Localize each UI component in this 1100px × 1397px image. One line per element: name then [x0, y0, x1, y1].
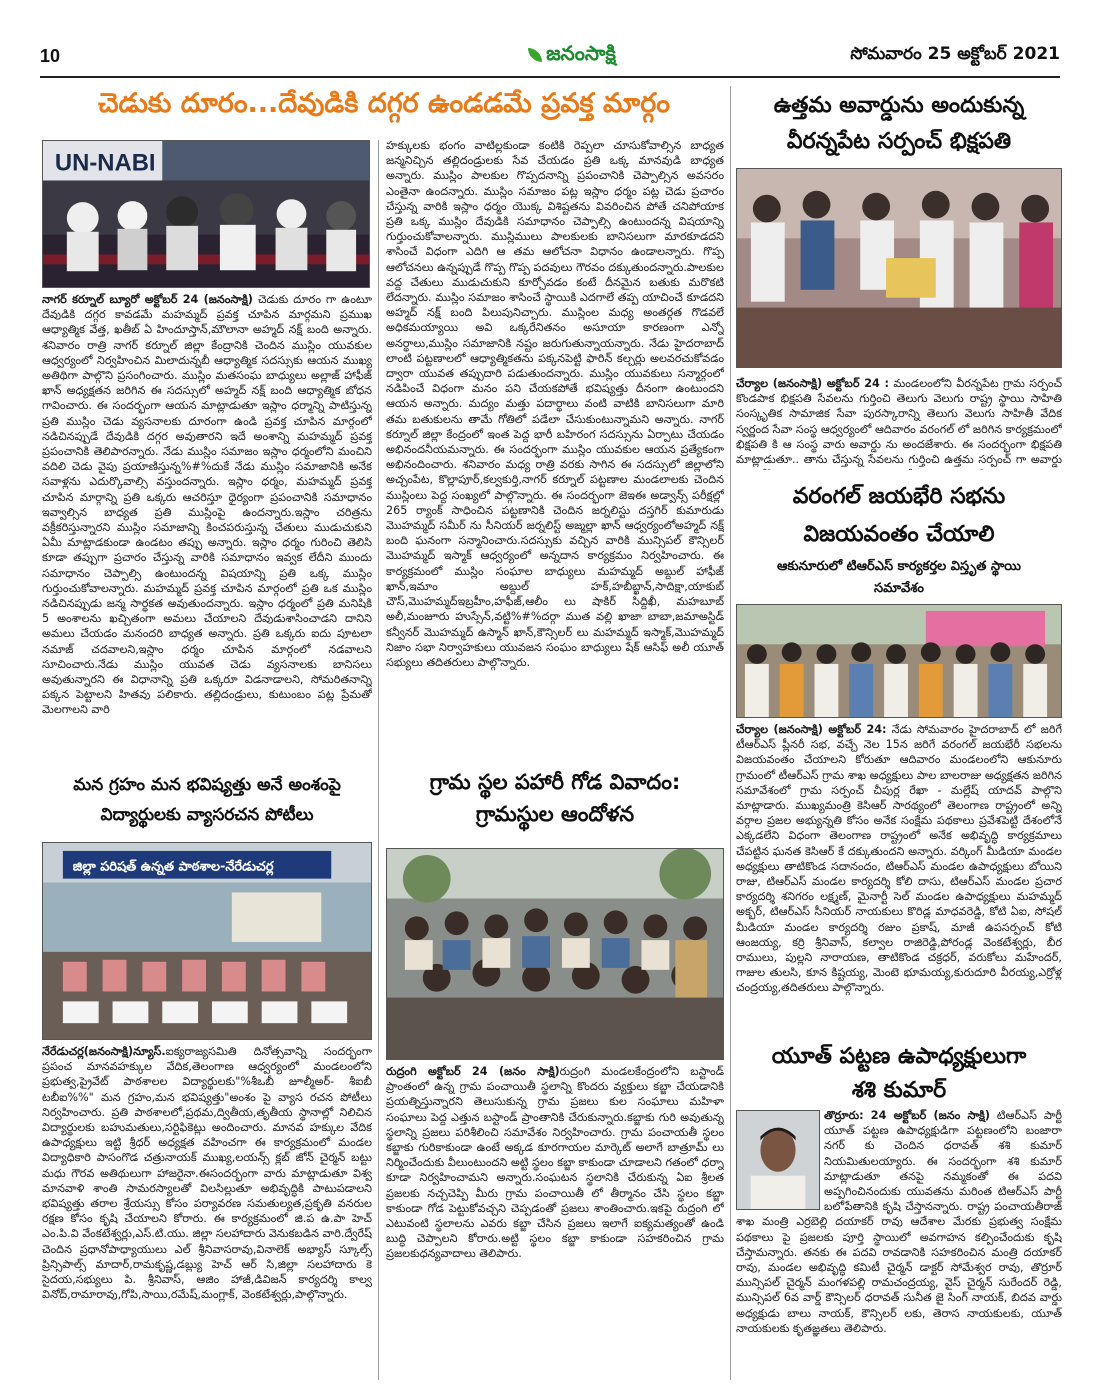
essay-students-photo-art [43, 843, 371, 1039]
warangal-subhead-line1: ఆకునూరులో టిఆర్ఎస్ కార్యకర్తల విస్తృత స్థాయి [777, 559, 1021, 574]
masthead [40, 40, 1060, 76]
column-divider [730, 86, 731, 1380]
essay-body-text: ఐక్యరాజ్యసమితి దినోత్సవాన్ని సందర్భంగా ప్రపంచ మానవహక్కుల వేదిక,తెలంగాణ ఆధ్వర్యంలో మండలంలోని ప్రభుత్వ,ప్రైవేట్ పాఠశాలల విద్యార్థులకు"%శీఒబీ జూల్మీఅర్- శీఐబీ టబీఐ%%" మన గ్రహం,మన భవిష్యత్తు"అంశం పై వ్యాస రచన పోటీలు నిర్వహించారు. ప్రతి పాఠశాలలో,ప్రథమ,ద్వితీయ,తృతీయ స్థానాల్లో నిలిచిన విద్యార్థులకు బహుమతులు,సర్టిఫికెట్లు అందించారు. మానవ హక్కుల వేదిక ఉపాధ్యక్షులు ఇట్టి శ్రీధర్ అధ్యక్షత వహించగా ఈ కార్యక్రమంలో మండల విద్యాధికారి పాసంగొడ చత్రునాయక్ ముఖ్య,లయన్స్ క్లబ్ జోన్ చైర్మన్ బట్టు మధు గౌరవ అతిథులుగా హాజరైనా.ఈసందర్భంగా వారు మాట్లాడుతూ విశ్వ మానవాళి శాంతి సామరస్యాలతో విలసిల్లుతూ అభివృద్ధికి పాటుపడాలని భవిష్యత్తు తరాల శ్రేయస్సు కోసం పర్యావరణ సమతుల్యత,ప్రకృతి వనరుల రక్షణ కోసం కృషి చేయాలని కోరారు. ఈ కార్యక్రమంలో జి.ప ఉ.పా హెచ్ ఎం.పి.వి వేంకటేశ్వర్లు,ఎస్.టి.యు. జిల్లా సలహాదారు వెనుకబడిన వారి.ద్వేరేష్ చెందిన ప్రధానోపాధ్యాయులు ఎల్ శ్రీనివాసరావు,వినాలెక్ అభ్యాస్ స్కూల్స్ ప్రిన్సిపాల్స్ మాదార్,రామకృష్ణ,డబ్ల్యు హెచ్ ఆర్ సి,జిల్లా సలహాదారు కె సైదయ,సభ్యులు పి. శ్రీనివాస్, ఆజిం హాజీ,డివిజన్ కార్యదర్శి కాల్వ వినోద్,రామారావు,గోపి,సాయి,రమేష్,మంగ్లాక్, వెంకటేశ్వర్లు,పాల్గొన్నారు. [42, 1045, 372, 1302]
prophet-body-text-1: చెడుకు దూరం గా ఉంటూ దేవుడికి దగ్గర కావడమే మహమ్మద్ ప్రవక్త చూపిన మార్గమని ప్రముఖ ఆధ్యాత్మిక వేత్త, ఖతీబ్ ఏ హిందూస్తాన్,మౌలానా అహ్మద్ నక్ష్ బంది అన్నారు. శనివారం రాత్రి నాగర్ కర్నూల్ జిల్లా కేంద్రానికి చెందిన ముస్లిం యువకుల ఆధ్వర్యంలో నిర్వహించిన మిలాదున్నబీ ఆధ్యాత్మిక సదస్సుకు ఆయన ముఖ్య అతిథిగా పాల్గొని ప్రసంగించారు. ముస్లిం మతసంఘ బాధ్యులు అల్లాజ్ హాఫీజ్ ఖాన్ అధ్యక్షతన జరిగిన ఈ సదస్సులో అహ్మద్ నక్ష్ బంది ఆధ్యాత్మిక బోధన గావించారు. ఈ సందర్భంగా ఆయన మాట్లాడుతూ ఇస్లాం ధర్మాన్ని పాటిస్తున్న ప్రతి ముస్లిం చెడు వ్యసనాలకు దూరంగా ఉండి ప్రవక్త చూపిన మార్గంలో నడిచినప్పుడే దేవుడికి దగ్గర అవుతారని ఇదే అంశాన్ని మహమ్మద్ ప్రవక్త ప్రపంచానికి తెలిపారన్నారు. నేడు ముస్లిం సమాజం ఇస్లాం ధర్మంలోని మంచిని వదిలి చెడు వైపు ప్రయాణిస్తున్న%#%దుకే నేడు ముస్లిం సమాజానికి అనేక సవాళ్లను ఎదుర్కొవాల్సి వస్తుందన్నారు. ఇస్లాం ధర్మం, మహమ్మద్ ప్రవక్త చూపిన మార్గాన్ని ప్రతి ఒక్కరు ఆచరిస్తూ ధైర్యంగా ప్రపంచానికి సమాధానం ఇవ్వాల్సిన బాధ్యత ప్రతి ముస్లింపై ఉందన్నారు.ఇస్లాం చరిత్రను వక్రీకరిస్తున్నారని ముస్లిం సమాజాన్ని కించపరుస్తున్న చేతులు ముడుచుకుని ఏమీ మాట్లాడకుండా ఉండటం తప్పు అన్నారు. ఇస్లాం ధర్మం గురించి తెలిసి కూడా తప్పుగా ప్రచారం చేస్తున్న వారికి సమాధానం ఇవ్వక లేదీని ముందు సమాధానం చెప్పాల్సి ఉంటుందన్న విషయాన్ని ప్రతి ఒక్క ముస్లిం గుర్తుంచుకోవాలన్నారు. మహమ్మద్ ప్రవక్త చూపిన మార్గంలో ప్రతి ఒక ముస్లిం నడిచినప్పుడు జన్మ సార్థకత అవుతుందన్నారు. ఇస్లాం ధర్మంలో ప్రతి మనిషికి 5 అంశాలను ఖచ్చితంగా అమలు చేయాలని దేవుడుశాసించాడని దానిని అమలు చేయడం మనందరి బాధ్యత అన్నారు. ప్రతి ఒక్కరు ఐదు పూటలా నమాజ్ చదవాలని,ఇస్లాం ధర్మం చూపిన మార్గంలో నడవాలని సూచించారు.నేడు ముస్లిం యువత చెడు వ్యసనాలకు బానిసలు అవుతున్నారని ఈ విధానాన్ని ప్రతి ఒక్కరూ విడనాడాలని, సోమరితనాన్ని పక్కన పెట్టాలని హితవు పలికారు. తల్లిదండ్రులు, కుటుంబం పట్ల ప్రేమతో మెలగాలని వారి [42, 293, 372, 717]
award-body-text: మండలంలోని వీరన్నపేట గ్రామ సర్పంచ్ కొండపాక భిక్షపతి సేవలను గుర్తించి తెలుగు వెలుగు రాష్ట్ర స్థాయి సాహితి సంస్కృతిక సామాజిక సేవా పురస్కారాన్ని తెలుగు వెలుగు సాహితీ వేదిక స్వర్ణంద సేవా సంస్థ ఆధ్వర్యంలో ఆదివారం వరంగల్ లో జరిగిన కార్యక్రమంలో భిక్షపతి కి ఆ సంస్థ వారు అవార్డు ను అందజేశారు. ఈ సందర్భంగా భిక్షపతి మాట్లాడుతూ.. తాను చేస్తున్న సేవలను గుర్తించి ఉత్తమ సర్పంచ్ గా అవార్డు [736, 377, 1062, 467]
hill-headline [386, 766, 724, 830]
youth-dateline: తొర్రూరు: 24 అక్టోబర్ (జనం సాక్షి) [824, 1109, 991, 1122]
award-headline-line2: వీరన్నపేట సర్పంచ్ భిక్షపతి [786, 129, 1012, 154]
essay-students-photo [42, 842, 372, 1040]
essay-body [42, 1044, 372, 1374]
award-body [736, 376, 1062, 470]
award-headline [736, 88, 1062, 160]
award-dateline: చేర్యాల (జనంసాక్షి) అక్టోబర్ 24 : [736, 377, 890, 390]
youth-body [736, 1108, 1062, 1378]
portrait-spacer [736, 1108, 824, 1212]
warangal-body [736, 722, 1062, 1038]
hill-headline-line2: గ్రామస్థుల ఆందోళన [475, 802, 635, 826]
essay-dateline: నేరేడుచర్ల(జనంసాక్షి)న్యూస్. [42, 1045, 166, 1058]
hill-body-text: రుద్రంగి మండలకేంద్రంలోని బస్టాండ్ ప్రాంతంలో ఉన్న గ్రామ పంచాయితీ స్థలాన్ని కొందరు వ్యక్తులు కబ్జా చేయడానికి ప్రయత్నిస్తున్నారని తెలుసుకున్న గ్రామ ప్రజలు కుల సంఘాలు మహిళా సంఘాలు పెద్ద ఎత్తున బస్టాండ్ ప్రాంతానికి చేరుకున్నారు.కబ్జాకు గురి అవుతున్న స్థలాన్ని ప్రజలు పరిశీలించి సమావేశం నిర్వహించారు. గ్రామ పంచాయతీ స్థలం కబ్జాకు గురికాకుండా ఉంటే అక్కడ కూరగాయల మార్కెట్ అలాగే బాత్రూమ్ లు నిర్మించేందుకు వీలుంటుందని అట్టి స్థలం కబ్జా కాకుండా చూడాలని గతంలో ధర్నా కూడా నిర్వహించామని అన్నారు.సంఘటన స్థలానికి చేరుకున్న ఏఐ శ్రీలత ప్రజలకు నచ్చచెప్పి మీరు గ్రామ పంచాయితీ లో తీర్మానం చేసి స్థలం కబ్జా కాకుండా గోడ పెట్టుకోవచ్చని చెప్పడంతో ప్రజలు శాంతించారు.ఇకపై రుద్రంగి లో ఎటువంటి స్థలాలను ఎవరు కబ్జా చేసిన ప్రజలు ఇలాగే ఐక్యమత్యంతో ఉండి బుద్ధి చెప్పాలని కోరారు.అట్టి స్థలం కబ్జా కాకుండా సహకరించిన గ్రామ ప్రజలకుధన్యవాదాలు తెలిపారు. [386, 1065, 724, 1261]
warangal-body-text: నేడు సోమవారం హైదరాబాద్ లో జరిగే టీఆర్ఎస్ ప్లీనరీ సభ, వచ్చే నెల 15న జరిగే వరంగల్ జయభేరీ సభలను విజయవంతం చేయాలని కోరుతూ ఆదివారం మండలంలోని ఆకునూరు గ్రామంలో టీఆర్ఎస్ గ్రామ శాఖ అధ్యక్షులు పాల బాలరాజు అధ్యక్షతన జరిగిన సమావేశంలో గ్రామ సర్పంచ్ చీపుర్ల రేఖా - మల్లేష్ యాదవ్ పాల్గొని మాట్లాడారు. ముఖ్యమంత్రి కెసిఆర్ సారథ్యంలో తెలంగాణ రాష్ట్రంలో అన్ని వర్గాల ప్రజల అభ్యున్నతి కోసం అనేక సంక్షేమ పథకాలు ప్రవేశపెట్టి దేశంలోనే ఎక్కడలేని విధంగా తెలంగాణ రాష్ట్రంలో అనేక అభివృద్ధి కార్యక్రమాలు చేపట్టిన ఘనత కెసిఆర్ కే దక్కుతుందని అన్నారు. వర్కింగ్ మీడియా మండల అధ్యక్షులు తాటికొండ సదానందం, టిఆర్ఎస్ మండల ఉపాధ్యక్షులు బోయిని రాజు, టిఆర్ఎస్ మండల కార్యదర్శి కోలి దాసు, టిఆర్ఎస్ మండల ప్రచార కార్యదర్శి శనిగరం లక్ష్మణ్, మైనార్టీ సెల్ మండల ఉపాధ్యక్షులు మహమ్మద్ అక్బర్, టిఆర్ఎస్ సీనియర్ నాయకులు కొరిడ్ల మాధవరెడ్డి, కోటి ఏఐ, సోషల్ మీడియా మండల కార్యదర్శి రజుం ప్రకాష్, మాజీ ఉపసర్పంచ్ కోటి ఆంజయ్య, కర్రి శ్రీనివాస్, కల్వాల రాజిరెడ్డి,పోరండ్ల వెంకటేశ్వర్లు, బీర రాములు, పుల్లని నారాయణ, తాటికొండ చక్రధర్, వరుకోలు మహేందర్, గాజుల తులసి, కూన కిష్టయ్య, మెంటె భూమయ్య,కురుదూరి వీరయ్య,ఎర్రోళ్ల చంద్రయ్య,తదితరులు పాల్గొన్నారు. [736, 723, 1062, 995]
youth-headline-line2: శశి కుమార్ [851, 1078, 947, 1103]
villagers-protest-photo [386, 848, 724, 1060]
stage-banner-text: UN-NABI [54, 149, 156, 177]
warangal-meeting-photo-art [737, 605, 1061, 717]
essay-headline [42, 770, 372, 830]
warangal-headline-line2: విజయవంతం చేయాలి [803, 522, 995, 547]
warangal-subhead-line2: సమావేశం [873, 581, 925, 596]
prophet-event-photo [42, 140, 370, 288]
prophet-body-col2 [386, 138, 724, 760]
prophet-headline: చెడుకు దూరం...దేవుడికి దగ్గర ఉండడమే ప్రవక్త మార్గం [98, 88, 670, 119]
award-ceremony-photo [736, 168, 1062, 368]
prophet-body-text-2: హక్కులకు భంగం వాటిల్లకుండా కంటికి రెప్పలా చూసుకోవాల్సిన బాధ్యత జన్మనిచ్చిన తల్లిదండ్రులకు సేవ చేయడం ప్రతి ఒక్క మానవుడి బాధ్యత అన్నారు. ముస్లిం పాలకుల గొప్పదనాన్ని ప్రపంచానికి చెప్పాల్సిన అవసరం ఎంతైనా ఉందన్నారు. ముస్లిం సమాజం పట్ల ఇస్లాం ధర్మం పట్ల చెడు ప్రచారం చేస్తున్న వారికి ఇస్లాం ధర్మం యొక్క విశిష్టతను వివరించిన పోతే చనిపోయాక ప్రతి ఒక్క ముస్లిం దేవుడికి సమాధానం చెప్పాల్సి ఉంటుందన్న విషయాన్ని గుర్తుంచుకోవాలన్నారు. ముస్లిములు పాలకులకు బానిసలుగా మారకూడదని శాసించే విధంగా ఎదిగి ఆ తమ ఆలోచనా విధానం ఉండాలన్నారు. గొప్ప ఆలోచనలు ఉన్నప్పుడే గొప్ప గొప్ప పదవులు గౌరవం దక్కుతుందన్నారు.పాలకుల వద్ద చేతులు ముడుచుకుని కూర్చోవడం కంటే దీనమైన బతుకు మరొకటి లేదన్నారు. ముస్లిం సమాజం శాసించే స్థాయికి ఎదగాలే తప్ప యాచించే కూడదని అహ్మద్ నక్ష్ బంది పిలుపునిచ్చారు. ముస్లింల మధ్య అంతర్గత గొడవలే అధికమయ్యాయి అవి ఒక్కరేనితనం అసూయా కారణంగా ఎన్నో అనర్థాలు,ముస్లిం సమాజానికి నష్టం జరుగుతున్నాయన్నారు. నేడు హైదరాబాద్ లాంటి పట్టణాలలో ఆధ్యాత్మికతను పక్కనపెట్టి ఫారిన్ కల్చర్లు అలవరచుకోవడం ద్వారా యువత తప్పుదారి పడుతుందన్నారు. ముస్లిం యువకులు సన్మార్గంలో నడిపించే విధంగా మనం పని చేయకపోతే భవిష్యత్తు దీనంగా ఉంటుందని ఆయన అన్నారు. మద్యం మత్తు పదార్థాలు వంటి వాటికి బానిసలుగా మారి తమ బతుకులను తామే గోతిలో పడేలా చేసుకుంటున్నామని అన్నారు. నాగర్ కర్నూల్ జిల్లా కేంద్రంలో ఇంత పెద్ద భారీ బహిరంగ సదస్సును ఏర్పాటు చేయడం అభినందనీయమన్నారు. ఈ సందర్భంగా ముస్లిం యువకుల ఆయన ప్రత్యేకంగా అభినందించారు. శనివారం మధ్య రాత్రి వరకు సాగిన ఈ సదస్సులో జిల్లాలోని అచ్చంపేట, కొల్లాపూర్,కల్వకుర్తి,నాగర్ కర్నూల్ పట్టణాల మండలాలకు చెందిన ముస్లింలు పెద్ద సంఖ్యలో పాల్గొన్నారు. ఈ సందర్భంగా జెఇఈ అడ్వాన్స్ పరీక్షల్లో 265 ర్యాంక్ సాధించిన పట్టణానికి చెందిన జర్నలిస్టు దస్తగిర్ కుమారుడు మొహమ్మద్ సమీర్ ను సీనియర్ జర్నలిస్ట్ అజ్మల్లా ఖాన్ ఆధ్వర్యంలోఅహ్మద్ నక్ష్ బంది ఘనంగా సన్మానించారు.సదస్సుకు వచ్చిన వారికి మున్సిపల్ కౌన్సిలర్ మొహమ్మద్ ఇస్మాక్ ఆధ్వర్యంలో అన్నదాన కార్యక్రమం నిర్వహించారు. ఈ కార్యక్రమంలో ముస్లిం సంఘాల బాధ్యులు మహమ్మద్ అబ్దుల్ హాఫీజ్ ఖాన్,ఇమాం అబ్దుల్ హక్,హబీబ్ఖాన్,సాదిక్షా,యాకుబ్ చౌస్,మొహమ్మద్ఇబ్రహీం,హఫీజ్,ఆలీం లు షాకిర్ సిద్దిఖీ, మహబూబ్ అలీ,మంజూరు హుస్సేన్,వట్టి%#%దర్గా ముత వల్లి ఖాజా బాబా,జమాఅస్టిడ్ కన్వీనర్ మొహమ్మద్ ఉస్మాన్ ఖాన్,కౌన్సిలర్ లు మహమ్మద్ ఇస్మాక్,మొహమ్మద్ నిజాం సభా నిర్వాహకులు యువజన సంఘం బాధ్యులు షేక్ ఆసిఫ్ అలీ యూత్ సభ్యులు తదితరులు పాల్గొన్నారు. [386, 139, 724, 669]
issue-date: సోమవారం 25 అక్టోబర్ 2021 [850, 44, 1060, 64]
warangal-headline [736, 478, 1062, 554]
hill-body [386, 1064, 724, 1376]
youth-headline-line1: యూత్ పట్టణ ఉపాధ్యక్షులుగా [771, 1044, 1027, 1069]
column-divider [378, 140, 379, 1380]
award-ceremony-photo-art [737, 169, 1061, 367]
youth-headline [736, 1040, 1062, 1108]
hill-dateline: రుద్రంగి అక్టోబర్ 24 (జనం సాక్షి) [386, 1065, 560, 1078]
prophet-body-col1 [42, 292, 372, 758]
warangal-meeting-photo [736, 604, 1062, 718]
essay-headline-line1: మన గ్రహం మన భవిష్యత్తు అనే అంశంపై [73, 775, 341, 795]
school-banner-text: జిల్లా పరిషత్ ఉన్నత పాఠశాల-నేరేడుచర్ల [72, 859, 274, 875]
prophet-event-photo-art [43, 141, 369, 287]
warangal-subheadline [736, 556, 1062, 600]
hill-headline-line1: గ్రామ స్థల పహారీ గోడ వివాదం: [429, 770, 681, 794]
newspaper-brand: జనంసాక్షి [546, 40, 616, 65]
warangal-dateline: చేర్యాల (జనంసాక్షి) అక్టోబర్ 24: [736, 723, 887, 736]
warangal-headline-line1: వరంగల్ జయభేరి సభను [792, 484, 1006, 509]
prophet-dateline: నాగర్ కర్నూల్ బ్యూరో అక్టోబర్ 24 (జనంసాక్షి) [42, 293, 253, 306]
award-headline-line1: ఉత్తమ అవార్డును అందుకున్న [773, 93, 1025, 118]
youth-body-text: టిఆర్ఎస్ పార్టీ యూత్ పట్టణ ఉపాధ్యక్షుడిగా పట్టణంలోని బంజారా నగర్ కు చెందిన ధరావత్ శశి కుమార్ నియమితులయ్యారు. ఈ సందర్భంగా శశి కుమార్ మాట్లాడుతూ తనపై నమ్మకంతో ఈ పదవి అప్పగించినందుకు యువతను మరింత టిఆర్ఎస్ పార్టీ బలోపేతానికి కృషి చేస్తానన్నారు. రాష్ట్ర పంచాయతీరాజ్ శాఖ మంత్రి ఎర్రబెల్లి దయాకర్ రావు ఆదేశాల మేరకు ప్రభుత్వ సంక్షేమ పథకాలు పై ప్రజలకు పూర్తి స్థాయిలో అవగాహన కల్పించేందుకు కృషి చేస్తామన్నారు. తనకు ఈ పదవి రావడానికి సహకరించిన మంత్రి దయాకర్ రావు, మండల అభివృద్ధి కమిటీ చైర్మన్ డాక్టర్ సోమేశ్వర రావు, తొర్రూర్ మున్సిపల్ చైర్మన్ మంగళపల్లి రామచంద్రయ్య, వైస్ చైర్మన్ సురేందర్ రెడ్డి, మున్సిపల్ 6వ వార్డ్ కౌన్సిలర్ ధరావత్ సునీత జై సింగ్ నాయక్, బిదవ వార్డు అధ్యక్షుడు బాలు నాయక్, కౌన్సిలర్ లకు, తెరాస నాయకులకు, యూత్ నాయకులకు కృతజ్ఞతలు తెలిపారు. [736, 1109, 1062, 1335]
villagers-protest-photo-art [387, 849, 723, 1059]
essay-headline-line2: విద్యార్థులకు వ్యాసరచన పోటీలు [100, 805, 314, 825]
leaf-icon [528, 48, 542, 62]
page-number: 10 [40, 46, 61, 66]
masthead-divider [40, 76, 1060, 78]
newspaper-logo [502, 40, 642, 70]
